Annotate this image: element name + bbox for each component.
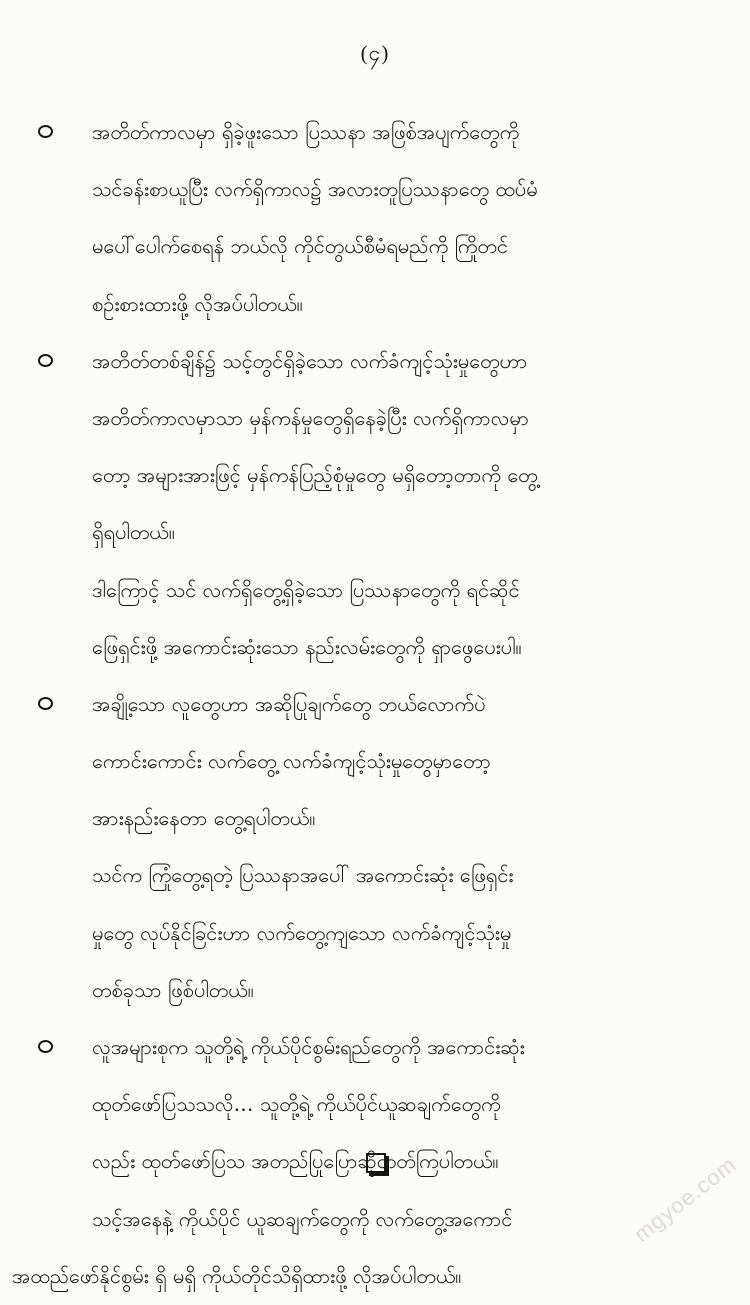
line-text: တစ်ခုသာ ဖြစ်ပါတယ်။: [92, 977, 254, 1002]
line-text: အတိတ်တစ်ချိန်၌ သင့်တွင်ရှိခဲ့သော လက်ခံကျင့်သုံးမှုတွေဟာ: [92, 348, 528, 373]
text-line: [0, 619, 750, 676]
text-line: [0, 161, 750, 218]
text-line: [0, 447, 750, 504]
line-text: စဉ်းစားထားဖို့ လိုအပ်ပါတယ်။: [92, 291, 303, 316]
text-line: [0, 1076, 750, 1133]
line-text: သင်က ကြုံတွေ့ရတဲ့ ပြဿနာအပေါ် အကောင်းဆုံး ဖြေရှင်း: [92, 863, 514, 888]
text-line: [0, 504, 750, 561]
bullet-circle-icon: [38, 354, 53, 367]
line-text: မှုတွေ လုပ်နိုင်ခြင်းဟာ လက်တွေ့ကျသော လက်ခံကျင့်သုံးမှု: [92, 920, 512, 945]
line-text: ဒါကြောင့် သင် လက်ရှိတွေ့ရှိခဲ့သော ပြဿနာတွေကို ရင်ဆိုင်: [92, 577, 520, 602]
text-line: [0, 276, 750, 333]
bullet-circle-icon: [38, 697, 53, 710]
line-text: အချို့သော လူတွေဟာ အဆိုပြုချက်တွေ ဘယ်လောက်ပဲ: [92, 691, 486, 716]
line-text: ကောင်းကောင်း လက်တွေ့ လက်ခံကျင့်သုံးမှုတွေမှာတော့: [92, 749, 491, 774]
line-text: အားနည်းနေတာ တွေ့ရပါတယ်။: [92, 806, 316, 831]
line-text: မပေါ်ပေါက်စေရန် ဘယ်လို ကိုင်တွယ်စီမံရမည်ကို ကြိုတင်: [92, 234, 508, 259]
line-text: အတိတ်ကာလမှာသာ မှန်ကန်မှုတွေရှိနေခဲ့ပြီး လက်ရှိကာလမှာ: [92, 405, 530, 430]
text-line: [0, 333, 750, 390]
page-body: [0, 104, 750, 1305]
text-line: [0, 733, 750, 790]
line-text: ရှိရပါတယ်။: [92, 520, 175, 545]
text-line: [0, 218, 750, 275]
text-line: [0, 905, 750, 962]
line-text: တော့ အများအားဖြင့် မှန်ကန်ပြည့်စုံမှုတွေ မရှိတော့တာကို တွေ့: [92, 463, 538, 488]
bullet-circle-icon: [38, 125, 53, 138]
line-text: လူအများစုက သူတို့ရဲ့ ကိုယ်ပိုင်စွမ်းရည်တွေကို အကောင်းဆုံး: [92, 1035, 525, 1059]
end-square-icon: [366, 1153, 386, 1173]
text-line: [0, 390, 750, 447]
text-line: [0, 847, 750, 904]
text-line: [0, 1248, 750, 1305]
line-text: ထုတ်ဖော်ပြသသလို… သူတို့ရဲ့ ကိုယ်ပိုင်ယူဆချက်တွေကို: [92, 1092, 501, 1117]
text-line: [0, 676, 750, 733]
text-line: [0, 562, 750, 619]
watermark: mgyoe.com: [629, 1151, 742, 1247]
text-line: [0, 104, 750, 161]
bullet-circle-icon: [38, 1040, 53, 1053]
line-text: သင်ခန်းစာယူပြီး လက်ရှိကာလ၌ အလားတူပြဿနာတွေ ထပ်မံ: [92, 177, 538, 202]
line-text: ဖြေရှင်းဖို့ အကောင်းဆုံးသော နည်းလမ်းတွေကို ရှာဖွေပေးပါ။: [92, 634, 522, 659]
line-text: လည်း ထုတ်ဖော်ပြသ အတည်ပြုပြောဆိုတတ်ကြပါတယ်။: [92, 1149, 499, 1174]
line-text: အထည်ဖော်နိုင်စွမ်း ရှိ မရှိ ကိုယ်တိုင်သိရှိထားဖို့ လိုအပ်ပါတယ်။: [12, 1263, 462, 1288]
text-line: [0, 1019, 750, 1076]
page-number: (၄): [360, 41, 390, 65]
text-line: [0, 962, 750, 1019]
line-text: သင့်အနေနဲ့ ကိုယ်ပိုင် ယူဆချက်တွေကို လက်တွေ့အကောင်: [92, 1206, 513, 1231]
line-text: အတိတ်ကာလမှာ ရှိခဲ့ဖူးသော ပြဿနာ အဖြစ်အပျက်တွေကို: [92, 120, 520, 144]
text-line: [0, 790, 750, 847]
